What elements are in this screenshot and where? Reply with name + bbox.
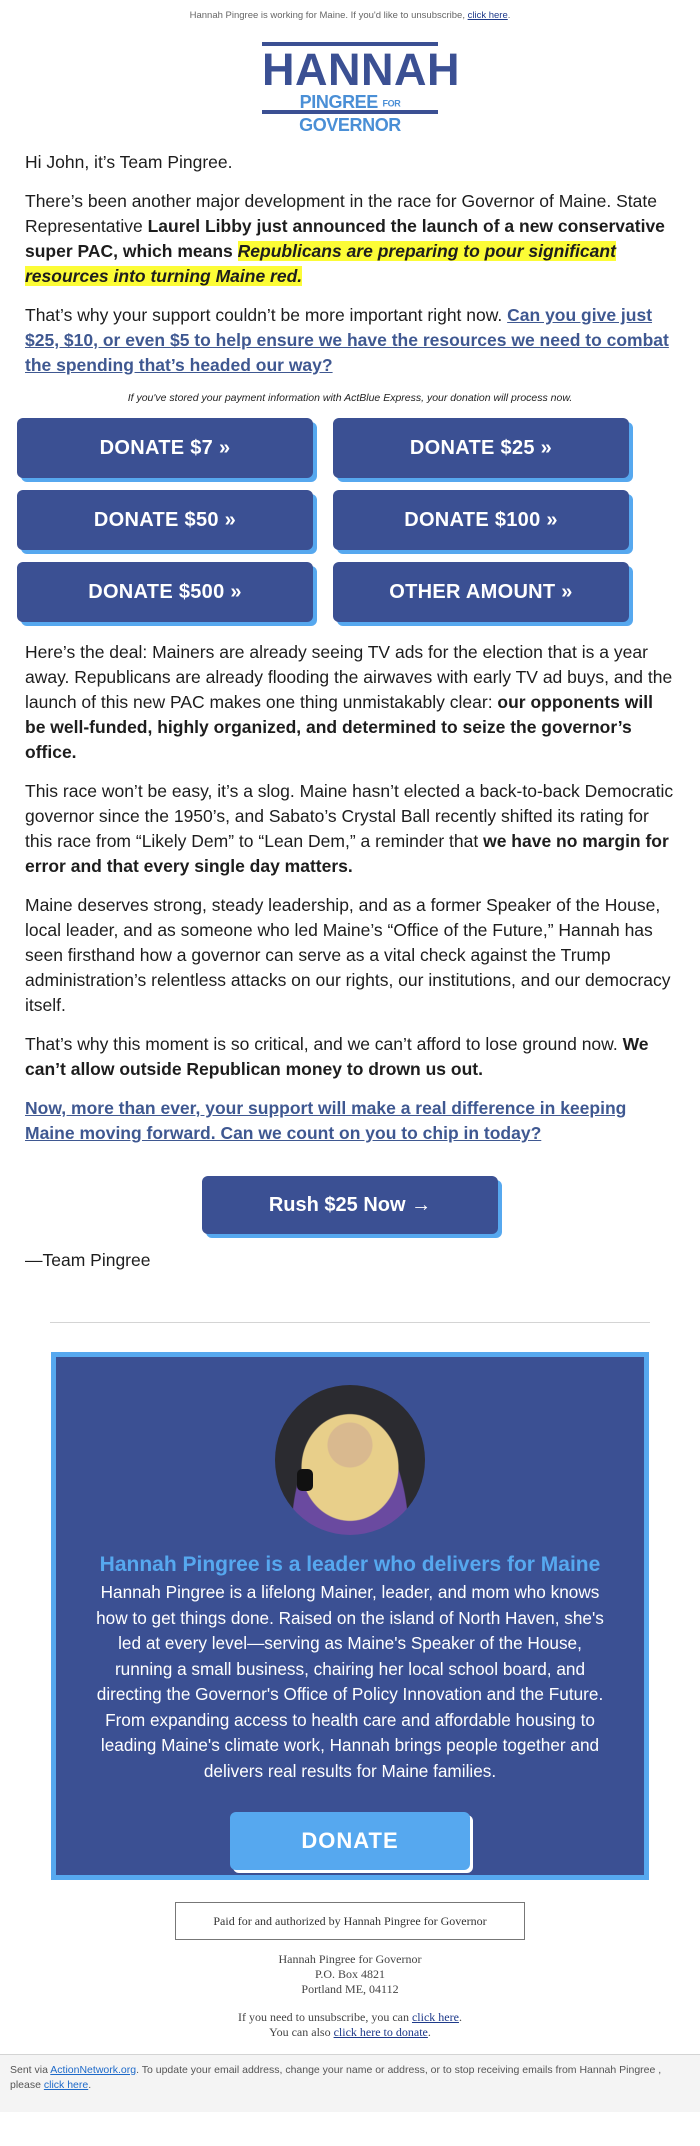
logo-governor: GOVERNOR (299, 115, 401, 136)
p6-text: That’s why this moment is so critical, and we can’t afford to lose ground now. (25, 1034, 623, 1054)
address-line-2: P.O. Box 4821 (314, 1967, 385, 1981)
bio-card (51, 1352, 649, 1880)
preheader-unsubscribe-link[interactable]: click here (467, 10, 508, 21)
paid-for-disclaimer: Paid for and authorized by Hannah Pingree for Governor (175, 1902, 525, 1940)
bio-donate-button[interactable]: DONATE (230, 1812, 470, 1870)
unsubscribe-line (0, 2010, 700, 2025)
signature-block (0, 1248, 700, 1273)
address-line-1: Hannah Pingree for Governor (278, 1952, 422, 1966)
actblue-note: If you've stored your payment information with ActBlue Express, your donation will process now. (127, 392, 573, 404)
unsubscribe-text: If you need to unsubscribe, you can (238, 2010, 409, 2024)
signature: —Team Pingree (25, 1250, 151, 1270)
paragraph-6 (25, 1032, 675, 1082)
logo-name: HANNAH (262, 44, 460, 95)
footer-donate-link[interactable]: click here to donate (333, 2025, 428, 2039)
p1-bold: Laurel Libby just announced the launch of a new conservative super PAC, which means (25, 216, 665, 261)
donate-50-button[interactable]: DONATE $50 » (17, 490, 313, 550)
donate-25-button[interactable]: DONATE $25 » (333, 418, 629, 478)
actionnetwork-link[interactable]: ActionNetwork.org (50, 2064, 137, 2076)
p3-bold: our opponents will be well-funded, highly organized, and determined to seize the governor’s office. (25, 692, 653, 762)
campaign-logo[interactable] (262, 42, 460, 136)
donate-500-button[interactable]: DONATE $500 » (17, 562, 313, 622)
p4-bold: we have no margin for error and that every single day matters. (25, 831, 669, 876)
mailing-address (0, 1952, 700, 1997)
donate-line (0, 2025, 700, 2040)
p6-bold: We can’t allow outside Republican money to drown us out. (25, 1034, 649, 1079)
footer-period: . (88, 2079, 92, 2091)
action-network-footer (0, 2054, 700, 2112)
preheader (0, 0, 700, 30)
microphone-icon (297, 1469, 313, 1491)
email-content (0, 150, 700, 378)
bio-text: Hannah Pingree is a lifelong Mainer, leader, and mom who knows how to get things done. Raised on the island of North Haven, she's led at every level—serving as Maine's Speaker of the House, running a small business, chairing her local school board, and directing the Governor's Office of Policy Innovation and the Future. From expanding access to health care and affordable housing to leading Maine's climate work, Hannah brings people together and delivers real results for Maine families. (96, 1582, 604, 1781)
paragraph-7 (25, 1096, 675, 1146)
paragraph-2 (25, 303, 675, 378)
greeting: Hi John, it’s Team Pingree. (25, 152, 233, 172)
p4-text: This race won’t be easy, it’s a slog. Maine hasn’t elected a back-to-back Democratic governor since the 1950’s, and Sabato’s Crystal Ball recently shifted its rating for this race from “Likely Dem” to “Lean Dem,” a reminder that (25, 781, 674, 851)
p2-donate-link[interactable]: Can you give just $25, $10, or even $5 to help ensure we have the resources we need to combat the spending that’s headed our way? (25, 305, 669, 375)
unsubscribe-link[interactable]: click here (411, 2010, 459, 2024)
footer-sent-via: Sent via (10, 2064, 48, 2076)
p7-donate-link[interactable]: Now, more than ever, your support will make a real difference in keeping Maine moving forward. Can we count on you to chip in today? (25, 1098, 627, 1143)
logo-for: FOR (382, 98, 401, 109)
donate-line-text: You can also (269, 2025, 331, 2039)
p1-text: There’s been another major development in the race for Governor of Maine. State Representative (25, 191, 657, 236)
candidate-photo (275, 1385, 425, 1535)
donate-line-period: . (427, 2025, 431, 2039)
rush-25-button[interactable]: Rush $25 Now → (202, 1176, 498, 1234)
paragraph-4 (25, 779, 675, 879)
donate-100-button[interactable]: DONATE $100 » (333, 490, 629, 550)
email-content-2 (0, 640, 700, 1146)
paragraph-3 (25, 640, 675, 765)
p3-text: Here’s the deal: Mainers are already seeing TV ads for the election that is a year away. Republicans are already flooding the airwaves with early TV ad buys, and the launch of this new PAC makes one thing unmistakably clear: (25, 642, 673, 712)
logo-subtitle (262, 91, 438, 136)
footer-text: . To update your email address, change your name or address, or to stop receiving emails from Hannah Pingree , please (10, 2064, 662, 2091)
p1-highlight: Republicans are preparing to pour significant resources into turning Maine red. (25, 241, 616, 286)
preheader-text: Hannah Pingree is working for Maine. If you'd like to unsubscribe, (189, 10, 465, 21)
address-line-3: Portland ME, 04112 (301, 1982, 399, 1996)
paragraph-1 (25, 189, 675, 289)
footer-manage-link[interactable]: click here (43, 2079, 89, 2091)
unsubscribe-period: . (458, 2010, 462, 2024)
unsubscribe-block (0, 2010, 700, 2040)
donate-other-amount-button[interactable]: OTHER AMOUNT » (333, 562, 629, 622)
logo-pingree: PINGREE (299, 92, 378, 112)
paragraph-5: Maine deserves strong, steady leadership, and as a former Speaker of the House, local leader, and as someone who led Maine’s “Office of the Future,” Hannah has seen firsthand how a governor can serve as a vital check against the Trump administration’s relentless attacks on our rights, our institutions, and our democracy itself. (25, 895, 671, 1015)
p2-text: That’s why your support couldn’t be more important right now. (25, 305, 508, 325)
divider (50, 1322, 650, 1323)
donate-button-grid (17, 418, 700, 622)
preheader-period: . (507, 10, 511, 21)
donate-7-button[interactable]: DONATE $7 » (17, 418, 313, 478)
bio-heading: Hannah Pingree is a leader who delivers for Maine (99, 1553, 601, 1576)
